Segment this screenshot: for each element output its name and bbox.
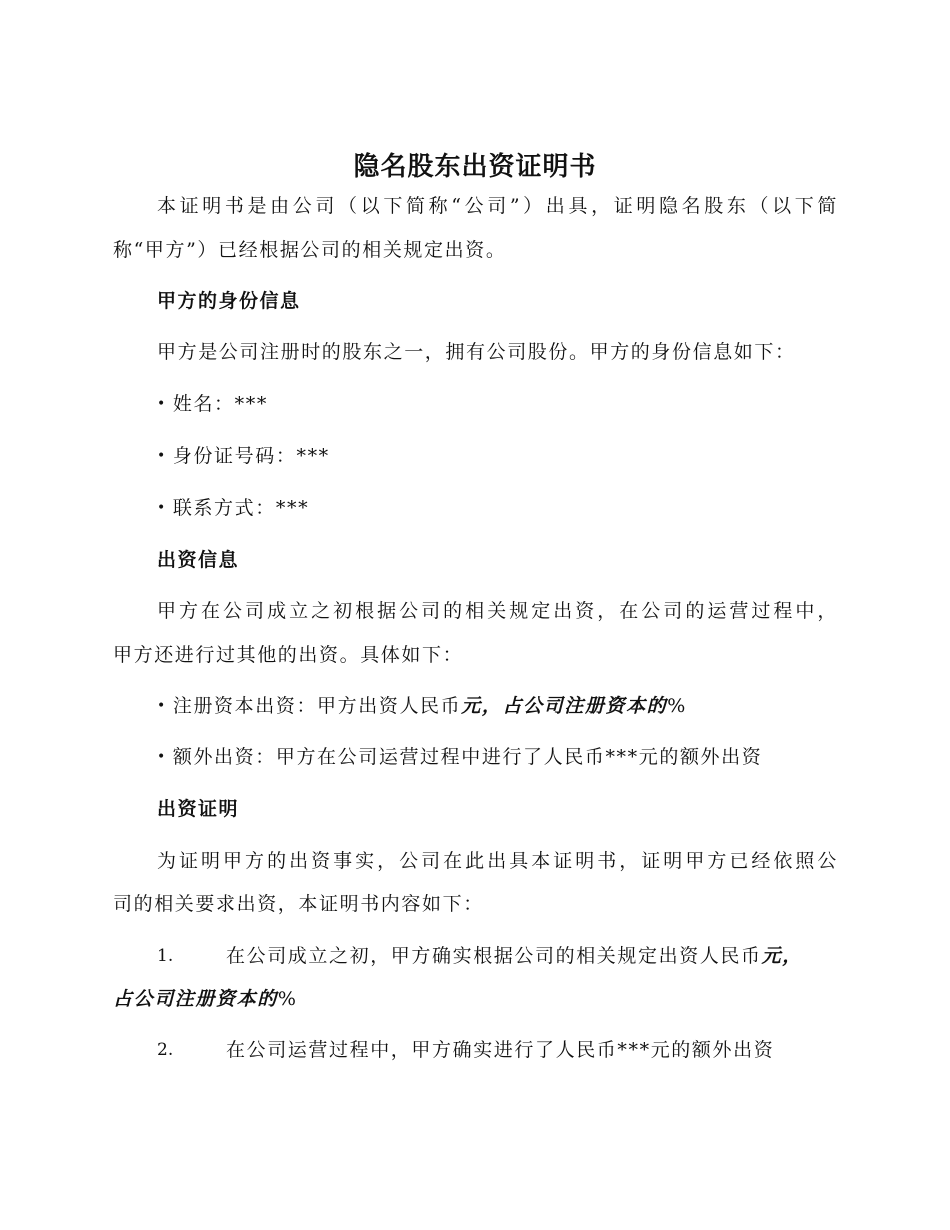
bullet-icon: • — [157, 396, 167, 412]
contribution-para-line-1: 甲方在公司成立之初根据公司的相关规定出资，在公司的运营过程中， — [157, 600, 838, 622]
item-label: 联系方式： — [172, 497, 276, 519]
bullet-icon: • — [157, 500, 167, 516]
item-tail: % — [667, 695, 687, 717]
point-emphasis: 占公司注册资本的 — [113, 988, 278, 1010]
item-value: *** — [234, 393, 268, 415]
identity-item-id-number — [157, 442, 838, 472]
item-label: 身份证号码： — [172, 445, 297, 467]
proof-para-line-2: 司的相关要求出资，本证明书内容如下： — [113, 893, 484, 915]
point-tail: % — [277, 988, 298, 1010]
proof-point-2-line-1: 在公司运营过程中，甲方确实进行了人民币***元的额外出资 — [226, 1039, 775, 1061]
point-text: 在公司成立之初，甲方确实根据公司的相关规定出资人民币 — [226, 945, 762, 967]
bullet-icon: • — [157, 448, 167, 464]
proof-point-1-line-1 — [226, 942, 826, 970]
proof-point-2-number: 2. — [157, 1040, 174, 1060]
proof-para-line-1: 为证明甲方的出资事实，公司在此出具本证明书，证明甲方已经依照公 — [157, 850, 838, 872]
intro-line-1: 本证明书是由公司（以下简称“公司”）出具，证明隐名股东（以下简 — [157, 195, 838, 217]
item-value: *** — [296, 445, 330, 467]
contribution-item-registered — [157, 692, 838, 722]
item-label: 姓名： — [172, 393, 235, 415]
contribution-para-line-2: 甲方还进行过其他的出资。具体如下： — [113, 644, 464, 666]
identity-intro: 甲方是公司注册时的股东之一，拥有公司股份。甲方的身份信息如下： — [157, 341, 796, 363]
point-emphasis: 元， — [761, 945, 803, 967]
document-title: 隐名股东出资证明书 — [353, 152, 597, 182]
proof-point-1-number: 1. — [157, 946, 174, 966]
item-text: 额外出资：甲方在公司运营过程中进行了人民币***元的额外出资 — [172, 746, 763, 768]
intro-line-2: 称“甲方”）已经根据公司的相关规定出资。 — [113, 239, 507, 261]
proof-point-1-line-2 — [113, 985, 838, 1013]
item-value: *** — [275, 497, 310, 519]
proof-heading: 出资证明 — [157, 798, 240, 820]
contribution-item-extra — [157, 743, 838, 773]
identity-item-contact — [157, 494, 838, 524]
item-text: 注册资本出资：甲方出资人民币 — [172, 695, 462, 717]
identity-item-name — [157, 390, 838, 420]
bullet-icon: • — [157, 749, 167, 765]
item-emphasis: 元，占公司注册资本的 — [461, 695, 668, 717]
identity-heading: 甲方的身份信息 — [157, 290, 301, 312]
bullet-icon: • — [157, 698, 167, 714]
contribution-heading: 出资信息 — [157, 549, 240, 571]
